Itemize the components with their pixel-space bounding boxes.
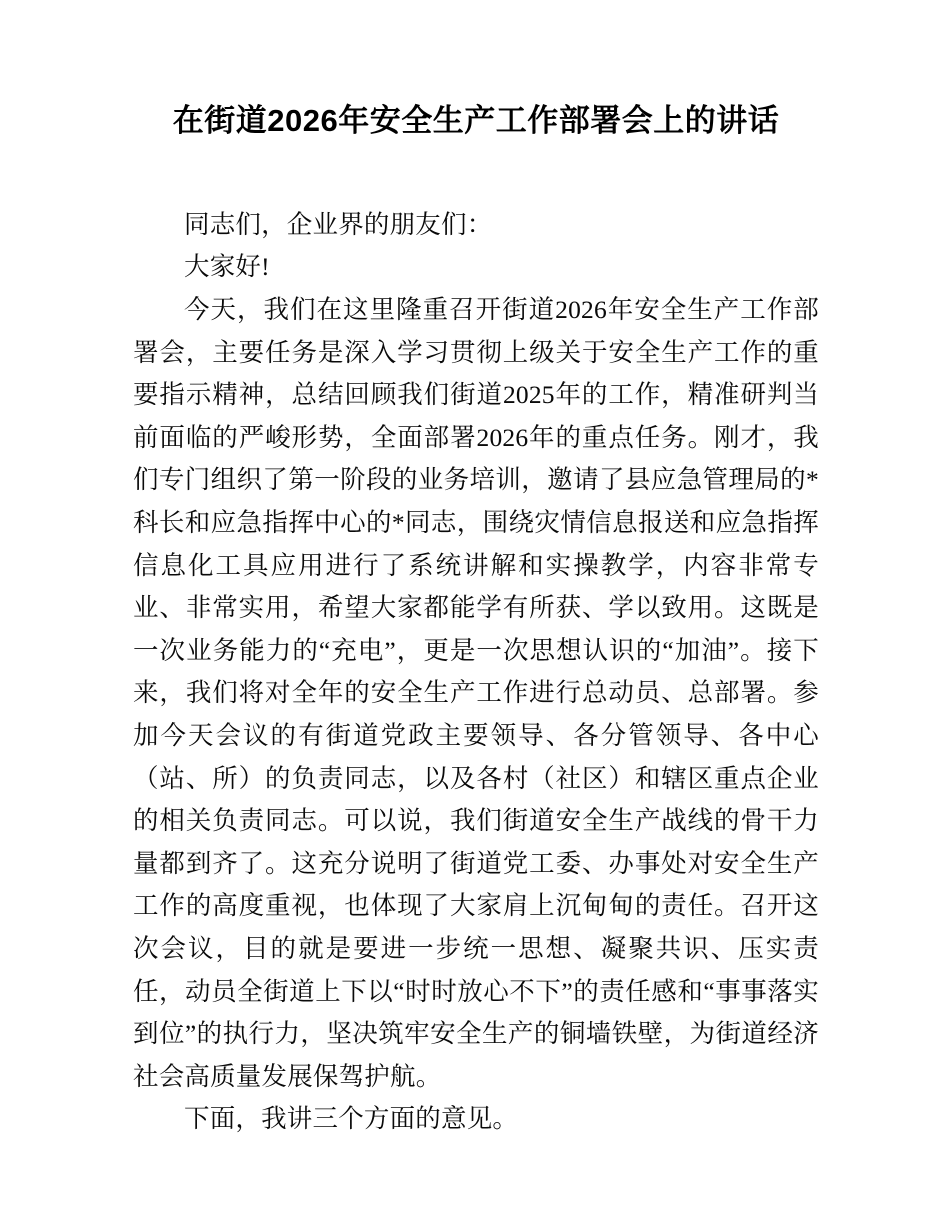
page-content-area [133, 0, 819, 1141]
page-title: 在街道2026年安全生产工作部署会上的讲话 [172, 103, 780, 138]
document-body [133, 204, 819, 1141]
paragraph-opening-remarks: 今天，我们在这里隆重召开街道2026年安全生产工作部署会，主要任务是深入学习贯彻上级关于安全生产工作的重要指示精神，总结回顾我们街道2025年的工作，精准研判当前面临的严峻形势，全面部署2026年的重点任务。刚才，我们专门组织了第一阶段的业务培训，邀请了县应急管理局的*科长和应急指挥中心的*同志，围绕灾情信息报送和应急指挥信息化工具应用进行了系统讲解和实操教学，内容非常专业、非常实用，希望大家都能学有所获、学以致用。这既是一次业务能力的“充电”，更是一次思想认识的“加油”。接下来，我们将对全年的安全生产工作进行总动员、总部署。参加今天会议的有街道党政主要领导、各分管领导、各中心（站、所）的负责同志，以及各村（社区）和辖区重点企业的相关负责同志。可以说，我们街道安全生产战线的骨干力量都到齐了。这充分说明了街道党工委、办事处对安全生产工作的高度重视，也体现了大家肩上沉甸甸的责任。召开这次会议，目的就是要进一步统一思想、凝聚共识、压实责任，动员全街道上下以“时时放心不下”的责任感和“事事落实到位”的执行力，坚决筑牢安全生产的铜墙铁壁，为街道经济社会高质量发展保驾护航。 [133, 295, 819, 1091]
paragraph-salutation: 同志们，企业界的朋友们： [184, 209, 493, 239]
paragraph-transition: 下面，我讲三个方面的意见。 [184, 1104, 519, 1134]
paragraph-greeting: 大家好! [184, 252, 270, 282]
